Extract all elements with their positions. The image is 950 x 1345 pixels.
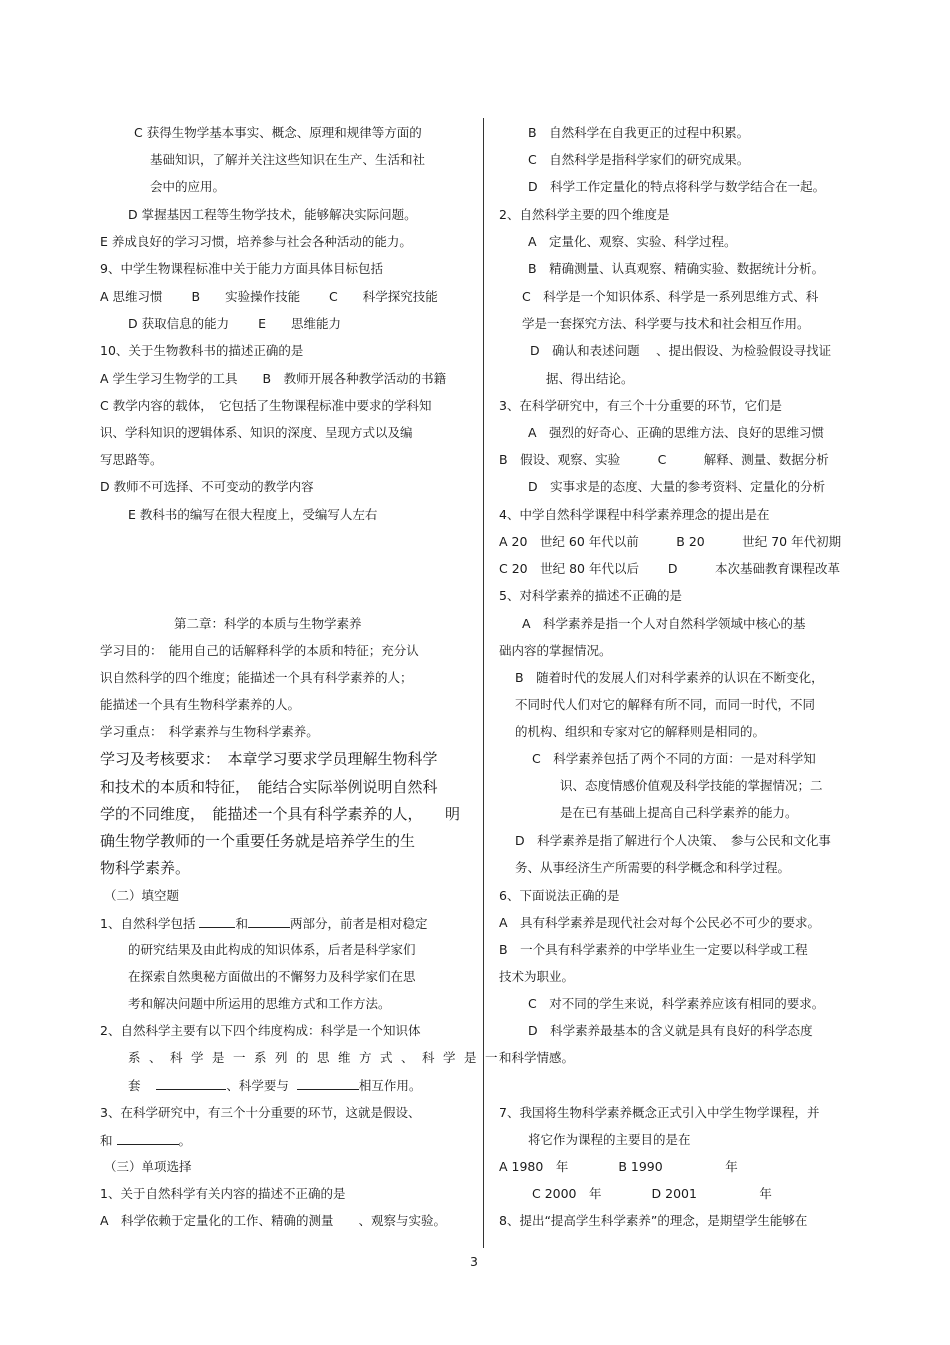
text-line: A 科学依赖于定量化的工作、精确的测量 、观察与实验。	[100, 1213, 447, 1228]
text-line: A 科学素养是指一个人对自然科学领域中核心的基	[522, 616, 806, 631]
answer-blank	[297, 1077, 359, 1090]
text-line: 学习目的： 能用自己的话解释科学的本质和特征；充分认	[100, 643, 419, 658]
text-line: 的机构、组织和专家对它的解释则是相同的。	[515, 724, 766, 739]
text-line: B 自然科学在自我更正的过程中积累。	[528, 125, 750, 140]
text-line: 务、从事经济生产所需要的科学概念和科学过程。	[515, 860, 791, 875]
text-line: 和	[235, 916, 248, 931]
text-line: 。	[178, 1133, 192, 1148]
text-line: 础内容的掌握情况。	[499, 643, 612, 658]
column-divider	[483, 118, 484, 1248]
text-line: D 实事求是的态度、大量的参考资料、定量化的分析	[528, 479, 826, 494]
text-line: A 1980 年 B 1990 年	[499, 1159, 738, 1174]
text-line: 物科学素养。	[100, 859, 191, 877]
text-line: 基础知识，了解并关注这些知识在生产、生活和社	[150, 152, 426, 167]
text-line: A 强烈的好奇心、正确的思维方法、良好的思维习惯	[528, 425, 825, 440]
text-line: C 2000 年 D 2001 年	[532, 1186, 772, 1201]
text-line: 能描述一个具有生物科学素养的人。	[100, 697, 301, 712]
text-line: 套	[128, 1078, 141, 1093]
answer-blank	[248, 915, 290, 928]
text-line: 系、科学是一系列的思维方式、科学是一	[128, 1050, 507, 1065]
text-line: A 学生学习生物学的工具 B 教师开展各种教学活动的书籍	[100, 371, 447, 386]
text-line: C 科学素养包括了两个不同的方面：一是对科学知	[532, 751, 816, 766]
text-line: 在探索自然奥秘方面做出的不懈努力及科学家们在思	[128, 969, 416, 984]
text-line: 学习重点： 科学素养与生物科学素养。	[100, 724, 319, 739]
text-line: 和技术的本质和特征， 能结合实际举例说明自然科	[100, 778, 438, 796]
text-line: 考和解决问题中所运用的思维方式和工作方法。	[128, 996, 391, 1011]
text-line: C 自然科学是指科学家们的研究成果。	[528, 152, 750, 167]
text-line: 不同时代人们对它的解释有所不同，而同一时代，不同	[515, 697, 816, 712]
text-line: 学是一套探究方法、科学要与技术和社会相互作用。	[522, 316, 810, 331]
text-line: 识、态度情感价值观及科学技能的掌握情况；二	[560, 778, 823, 793]
text-line: 和科学情感。	[499, 1050, 575, 1065]
text-line: 将它作为课程的主要目的是在	[528, 1132, 691, 1147]
text-line: D 科学素养最基本的含义就是具有良好的科学态度	[528, 1023, 813, 1038]
text-line: 6、下面说法正确的是	[499, 888, 620, 903]
text-line: 技术为职业。	[499, 969, 575, 984]
text-line: 10、关于生物教科书的描述正确的是	[100, 343, 304, 358]
fill-question-1	[100, 915, 427, 932]
text-line: 2、自然科学主要的四个维度是	[499, 207, 670, 222]
text-line: 学的不同维度， 能描述一个具有科学素养的人， 明	[100, 805, 461, 823]
text-line: E 教科书的编写在很大程度上，受编写人左右	[128, 507, 378, 522]
answer-blank	[156, 1077, 226, 1090]
chapter-title: 第二章：科学的本质与生物学素养	[174, 616, 362, 631]
text-line: E 养成良好的学习习惯，培养参与社会各种活动的能力。	[100, 234, 412, 249]
text-line: 5、对科学素养的描述不正确的是	[499, 588, 682, 603]
text-line: 4、中学自然科学课程中科学素养理念的提出是在	[499, 507, 770, 522]
text-line: 会中的应用。	[150, 179, 226, 194]
text-line: 确生物学教师的一个重要任务就是培养学生的生	[100, 832, 416, 850]
page-number: 3	[470, 1254, 478, 1269]
answer-blank	[199, 915, 235, 928]
text-line: 2、自然科学主要有以下四个纬度构成：科学是一个知识体	[100, 1023, 421, 1038]
text-line: 3、在科学研究中，有三个十分重要的环节，这就是假设、	[100, 1105, 421, 1120]
text-line: 9、中学生物课程标准中关于能力方面具体目标包括	[100, 261, 383, 276]
text-line: 的研究结果及由此构成的知识体系，后者是科学家们	[128, 942, 416, 957]
text-line: 1、自然科学包括	[100, 916, 196, 931]
text-line: 7、我国将生物科学素养概念正式引入中学生物学课程，并	[499, 1105, 820, 1120]
text-line: A 具有科学素养是现代社会对每个公民必不可少的要求。	[499, 915, 821, 930]
text-line: D 科学工作定量化的特点将科学与数学结合在一起。	[528, 179, 826, 194]
text-line: 识、学科知识的逻辑体系、知识的深度、呈现方式以及编	[100, 425, 413, 440]
text-line: 相互作用。	[358, 1078, 422, 1093]
text-line: C 对不同的学生来说，科学素养应该有相同的要求。	[528, 996, 825, 1011]
text-line: C 20 世纪 80 年代以后 D 本次基础教育课程改革	[499, 561, 841, 576]
fill-question-2	[128, 1077, 421, 1094]
text-line: 两部分，前者是相对稳定	[289, 916, 428, 931]
text-line: 是在已有基础上提高自己科学素养的能力。	[560, 805, 798, 820]
text-line: C 教学内容的载体， 它包括了生物课程标准中要求的学科知	[100, 398, 432, 413]
text-line: B 假设、观察、实验 C 解释、测量、数据分析	[499, 452, 829, 467]
text-line: A 定量化、观察、实验、科学过程。	[528, 234, 737, 249]
text-line: D 确认和表述问题 、提出假设、为检验假设寻找证	[530, 343, 832, 358]
fill-question-3	[100, 1132, 191, 1149]
text-line: A 20 世纪 60 年代以前 B 20 世纪 70 年代初期	[499, 534, 842, 549]
text-line: B 随着时代的发展人们对科学素养的认识在不断变化，	[515, 670, 824, 685]
text-line: D 科学素养是指了解进行个人决策、 参与公民和文化事	[515, 833, 831, 848]
text-line: 3、在科学研究中，有三个十分重要的环节，它们是	[499, 398, 782, 413]
text-line: A 思维习惯 B 实验操作技能 C 科学探究技能	[100, 289, 438, 304]
text-line: 学习及考核要求： 本章学习要求学员理解生物科学	[100, 750, 438, 768]
text-line: 和	[100, 1133, 113, 1148]
answer-blank	[117, 1132, 179, 1145]
text-line: B 一个具有科学素养的中学毕业生一定要以科学或工程	[499, 942, 808, 957]
text-line: D 教师不可选择、不可变动的教学内容	[100, 479, 314, 494]
text-line: 据、得出结论。	[546, 371, 634, 386]
section-heading: （二）填空题	[104, 888, 180, 903]
section-heading: （三）单项选择	[104, 1159, 192, 1174]
text-line: C 科学是一个知识体系、科学是一系列思维方式、科	[522, 289, 819, 304]
text-line: D 获取信息的能力 E 思维能力	[128, 316, 341, 331]
text-line: C 获得生物学基本事实、概念、原理和规律等方面的	[134, 125, 422, 140]
text-line: 写思路等。	[100, 452, 163, 467]
text-line: 、科学要与	[226, 1078, 289, 1093]
text-line: 8、提出“提高学生科学素养”的理念，是期望学生能够在	[499, 1213, 808, 1228]
text-line: 1、关于自然科学有关内容的描述不正确的是	[100, 1186, 346, 1201]
text-line: 识自然科学的四个维度；能描述一个具有科学素养的人；	[100, 670, 413, 685]
text-line: D 掌握基因工程等生物学技术，能够解决实际问题。	[128, 207, 417, 222]
text-line: B 精确测量、认真观察、精确实验、数据统计分析。	[528, 261, 825, 276]
